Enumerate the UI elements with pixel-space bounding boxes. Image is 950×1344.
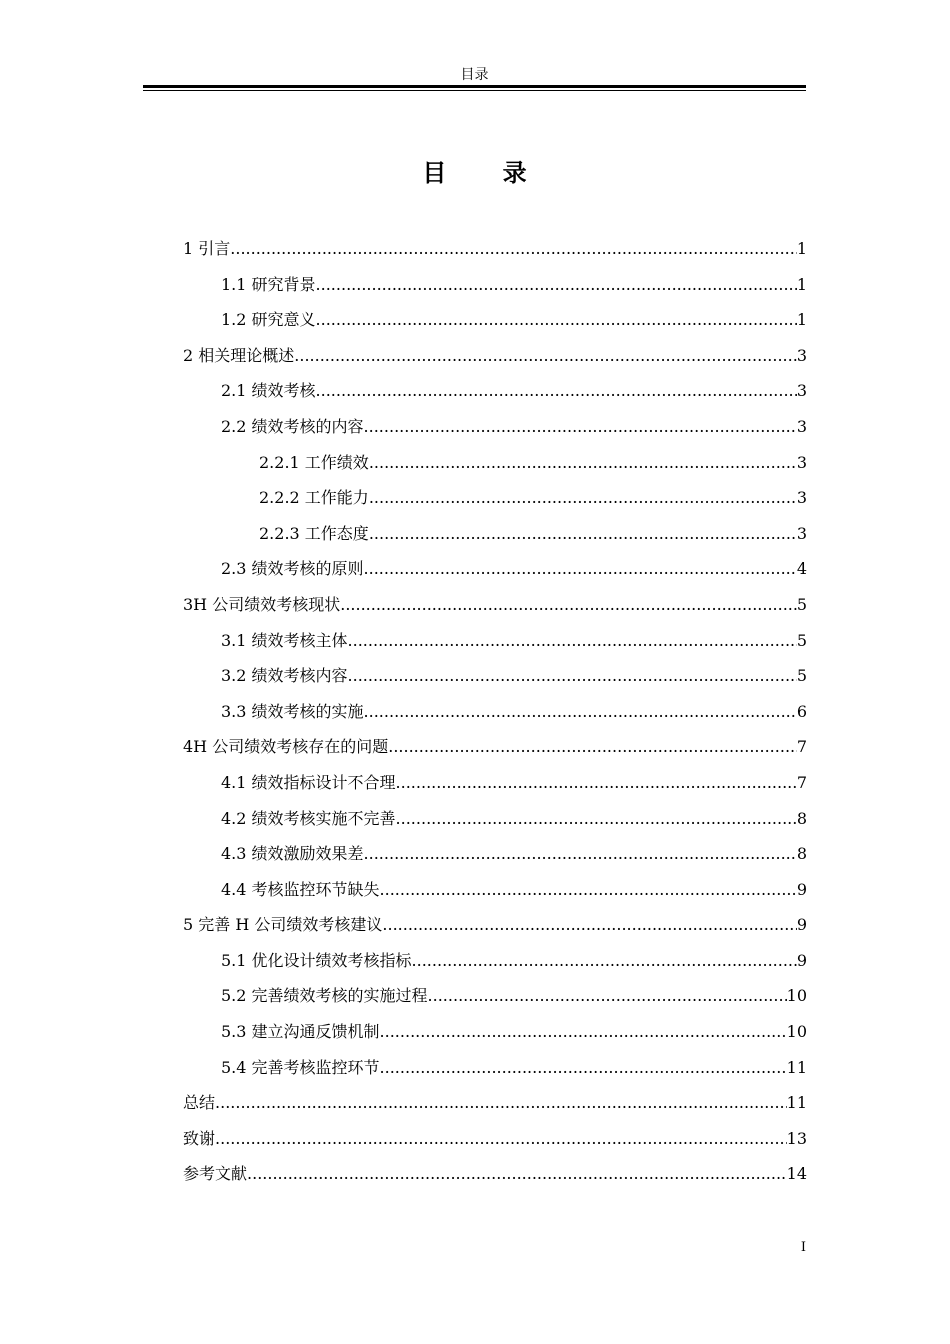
toc-entry-page: 5 (796, 630, 807, 650)
toc-entry-text: 5.1 优化设计绩效考核指标 (221, 950, 412, 970)
toc-leader-dots (380, 872, 797, 908)
toc-entry-page: 9 (796, 879, 807, 899)
toc-entry-text: 5 完善 H 公司绩效考核建议 (183, 915, 383, 935)
toc-title: 目 录 (422, 158, 551, 187)
toc-entry-text: 3.3 绩效考核的实施 (221, 701, 364, 721)
toc-leader-dots (348, 623, 797, 659)
toc-entry-page: 1 (796, 274, 807, 294)
toc-leader-dots (340, 587, 797, 623)
table-of-contents (183, 231, 807, 1192)
toc-entry-page: 4 (796, 559, 807, 579)
toc-entry[interactable] (183, 836, 807, 872)
toc-entry-page: 5 (796, 594, 807, 614)
toc-entry-page: 14 (786, 1164, 807, 1184)
toc-leader-dots (396, 765, 797, 801)
toc-entry[interactable] (183, 978, 807, 1014)
toc-entry-page: 3 (796, 523, 807, 543)
toc-entry-text: 2.2.3 工作态度 (259, 523, 369, 543)
toc-entry-text: 2.2.1 工作绩效 (259, 452, 369, 472)
toc-entry-text: 2.1 绩效考核 (221, 381, 316, 401)
header-rule-thin (143, 90, 806, 91)
toc-entry-page: 3 (796, 488, 807, 508)
toc-entry-text: 2.2.2 工作能力 (259, 488, 369, 508)
toc-entry[interactable] (183, 1085, 807, 1121)
toc-entry-text: 5.3 建立沟通反馈机制 (221, 1022, 380, 1042)
toc-entry[interactable] (183, 623, 807, 659)
toc-entry[interactable] (183, 480, 807, 516)
toc-entry[interactable] (183, 1121, 807, 1157)
toc-entry-page: 3 (796, 452, 807, 472)
toc-leader-dots (396, 801, 797, 837)
toc-leader-dots (230, 231, 797, 267)
toc-leader-dots (380, 1050, 787, 1086)
toc-entry-text: 1.1 研究背景 (221, 274, 316, 294)
toc-leader-dots (364, 409, 797, 445)
toc-entry[interactable] (183, 694, 807, 730)
toc-entry[interactable] (183, 587, 807, 623)
toc-entry-page: 1 (796, 239, 807, 258)
toc-entry[interactable] (183, 445, 807, 481)
toc-entry-text: 总结 (183, 1093, 216, 1113)
toc-leader-dots (215, 1085, 787, 1121)
toc-entry-text: 2.2 绩效考核的内容 (221, 416, 364, 436)
toc-entry-page: 3 (796, 416, 807, 436)
toc-entry[interactable] (183, 373, 807, 409)
toc-entry-page: 7 (796, 772, 807, 792)
toc-entry-page: 9 (796, 915, 807, 935)
toc-leader-dots (364, 694, 797, 730)
toc-entry[interactable] (183, 658, 807, 694)
toc-entry[interactable] (183, 1156, 807, 1192)
toc-entry-page: 9 (796, 950, 807, 970)
toc-entry[interactable] (183, 765, 807, 801)
toc-entry[interactable] (183, 907, 807, 943)
toc-entry-page: 8 (796, 844, 807, 864)
toc-entry-text: 3H 公司绩效考核现状 (183, 594, 341, 614)
toc-entry-text: 5.4 完善考核监控环节 (221, 1057, 380, 1077)
toc-leader-dots (428, 978, 787, 1014)
toc-entry-page: 10 (786, 1022, 807, 1042)
toc-leader-dots (316, 302, 797, 338)
toc-entry-text: 2 相关理论概述 (183, 345, 295, 365)
toc-leader-dots (364, 836, 797, 872)
header-rule-thick (143, 85, 806, 88)
toc-entry[interactable] (183, 872, 807, 908)
toc-entry[interactable] (183, 1014, 807, 1050)
page-number: I (800, 1240, 806, 1255)
toc-entry-text: 4.2 绩效考核实施不完善 (221, 808, 396, 828)
toc-leader-dots (382, 907, 796, 943)
toc-entry-text: 4.4 考核监控环节缺失 (221, 879, 380, 899)
toc-entry-page: 8 (796, 808, 807, 828)
toc-leader-dots (247, 1156, 787, 1192)
toc-entry[interactable] (183, 409, 807, 445)
toc-entry[interactable] (183, 943, 807, 979)
toc-entry-page: 6 (796, 701, 807, 721)
toc-leader-dots (369, 480, 797, 516)
toc-entry-page: 5 (796, 666, 807, 686)
toc-entry-page: 1 (796, 310, 807, 330)
toc-entry[interactable] (183, 729, 807, 765)
running-header: 目录 (460, 67, 489, 83)
toc-entry[interactable] (183, 516, 807, 552)
toc-entry[interactable] (183, 231, 807, 267)
toc-entry[interactable] (183, 338, 807, 374)
toc-entry-text: 3.1 绩效考核主体 (221, 630, 348, 650)
toc-leader-dots (294, 338, 797, 374)
toc-entry-text: 4.1 绩效指标设计不合理 (221, 772, 396, 792)
toc-leader-dots (369, 516, 797, 552)
toc-entry-text: 参考文献 (183, 1164, 248, 1184)
toc-entry-text: 3.2 绩效考核内容 (221, 666, 348, 686)
toc-entry[interactable] (183, 302, 807, 338)
toc-entry-page: 13 (786, 1128, 807, 1148)
toc-entry[interactable] (183, 801, 807, 837)
toc-leader-dots (380, 1014, 787, 1050)
toc-entry-page: 7 (796, 737, 807, 757)
toc-entry-text: 致谢 (183, 1128, 216, 1148)
toc-entry-page: 11 (786, 1057, 807, 1077)
toc-entry-text: 4.3 绩效激励效果差 (221, 844, 364, 864)
toc-leader-dots (412, 943, 797, 979)
toc-leader-dots (369, 445, 797, 481)
toc-leader-dots (316, 267, 797, 303)
toc-entry-page: 11 (786, 1093, 807, 1113)
toc-entry-page: 10 (786, 986, 807, 1006)
toc-entry-text: 2.3 绩效考核的原则 (221, 559, 364, 579)
toc-entry-text: 5.2 完善绩效考核的实施过程 (221, 986, 428, 1006)
toc-leader-dots (316, 373, 797, 409)
toc-entry[interactable] (183, 1050, 807, 1086)
toc-entry-text: 1 引言 (183, 239, 231, 258)
toc-entry-page: 3 (796, 345, 807, 365)
toc-leader-dots (215, 1121, 787, 1157)
toc-entry-text: 4H 公司绩效考核存在的问题 (183, 737, 389, 757)
toc-leader-dots (388, 729, 797, 765)
toc-entry-page: 3 (796, 381, 807, 401)
toc-leader-dots (364, 551, 797, 587)
toc-entry-text: 1.2 研究意义 (221, 310, 316, 330)
toc-leader-dots (348, 658, 797, 694)
toc-entry[interactable] (183, 551, 807, 587)
toc-entry[interactable] (183, 267, 807, 303)
